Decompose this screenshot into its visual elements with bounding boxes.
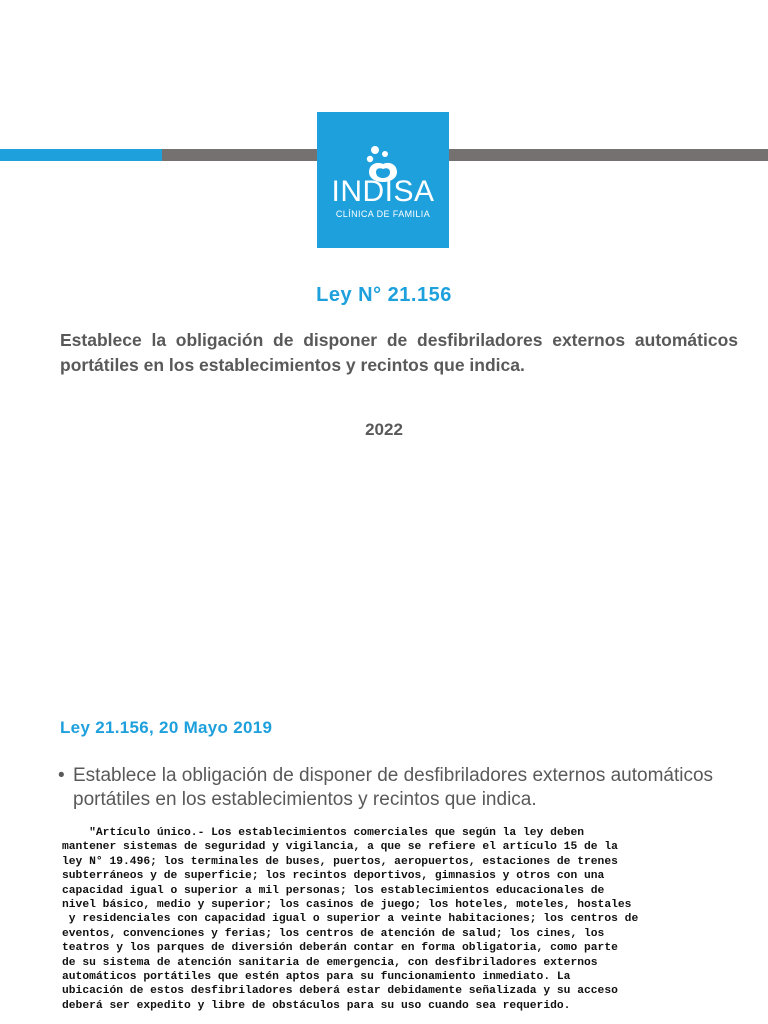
logo-name: INDISA (331, 175, 435, 208)
quote-line: eventos, convenciones y ferias; los centros de atención de salud; los cines, los (62, 927, 605, 940)
quote-line: deberá ser expedito y libre de obstáculos para su uso cuando sea requerido. (62, 999, 571, 1012)
slide-subtitle: Establece la obligación de disponer de desfibriladores externos automáticos portátiles en los establecimientos y recintos que indica. (60, 330, 738, 375)
bullet-text: Establece la obligación de disponer de desfibriladores externos automáticos portátiles en los establecimientos y recintos que indica. (73, 765, 714, 810)
slide-title: Ley N° 21.156 (316, 284, 452, 306)
quote-line: subterráneos y de superficie; los recintos deportivos, gimnasios y otros con una (62, 870, 605, 883)
quote-line: ubicación de estos desfibriladores deberá estar debidamente señalizada y su acceso (62, 985, 618, 998)
header-bar-grey (162, 149, 768, 161)
content-slide (0, 700, 768, 1024)
quote-line: capacidad igual o superior a mil personas; los establecimientos educacionales de (62, 884, 605, 897)
bullet-item (58, 764, 763, 812)
bullet-dot: • (58, 765, 65, 786)
quote-line: automáticos portátiles que estén aptos para su funcionamiento inmediato. La (62, 971, 571, 984)
quote-line: de su sistema de atención sanitaria de emergencia, con desfibriladores externos (62, 956, 598, 969)
slide-year: 2022 (365, 420, 403, 439)
quote-line: teatros y los parques de diversión deberán contar en forma obligatoria, como parte (62, 942, 618, 955)
quote-line: y residenciales con capacidad igual o superior a veinte habitaciones; los centros de (62, 913, 639, 926)
content-title: Ley 21.156, 20 Mayo 2019 (60, 718, 273, 737)
logo-tagline: CLÍNICA DE FAMILIA (335, 209, 431, 219)
quote-line: mantener sistemas de seguridad y vigilancia, a que se refiere el artículo 15 de la (62, 841, 618, 854)
quote-line: ley N° 19.496; los terminales de buses, puertos, aeropuertos, estaciones de trenes (62, 855, 618, 868)
quote-line: nivel básico, medio y superior; los casinos de juego; los hoteles, moteles, hostales (62, 899, 632, 912)
header-bar-blue (0, 149, 162, 161)
law-article-quote (62, 826, 712, 1013)
quote-line: "Artículo único.- Los establecimientos comerciales que según la ley deben (62, 827, 585, 839)
indisa-logo (317, 112, 449, 248)
